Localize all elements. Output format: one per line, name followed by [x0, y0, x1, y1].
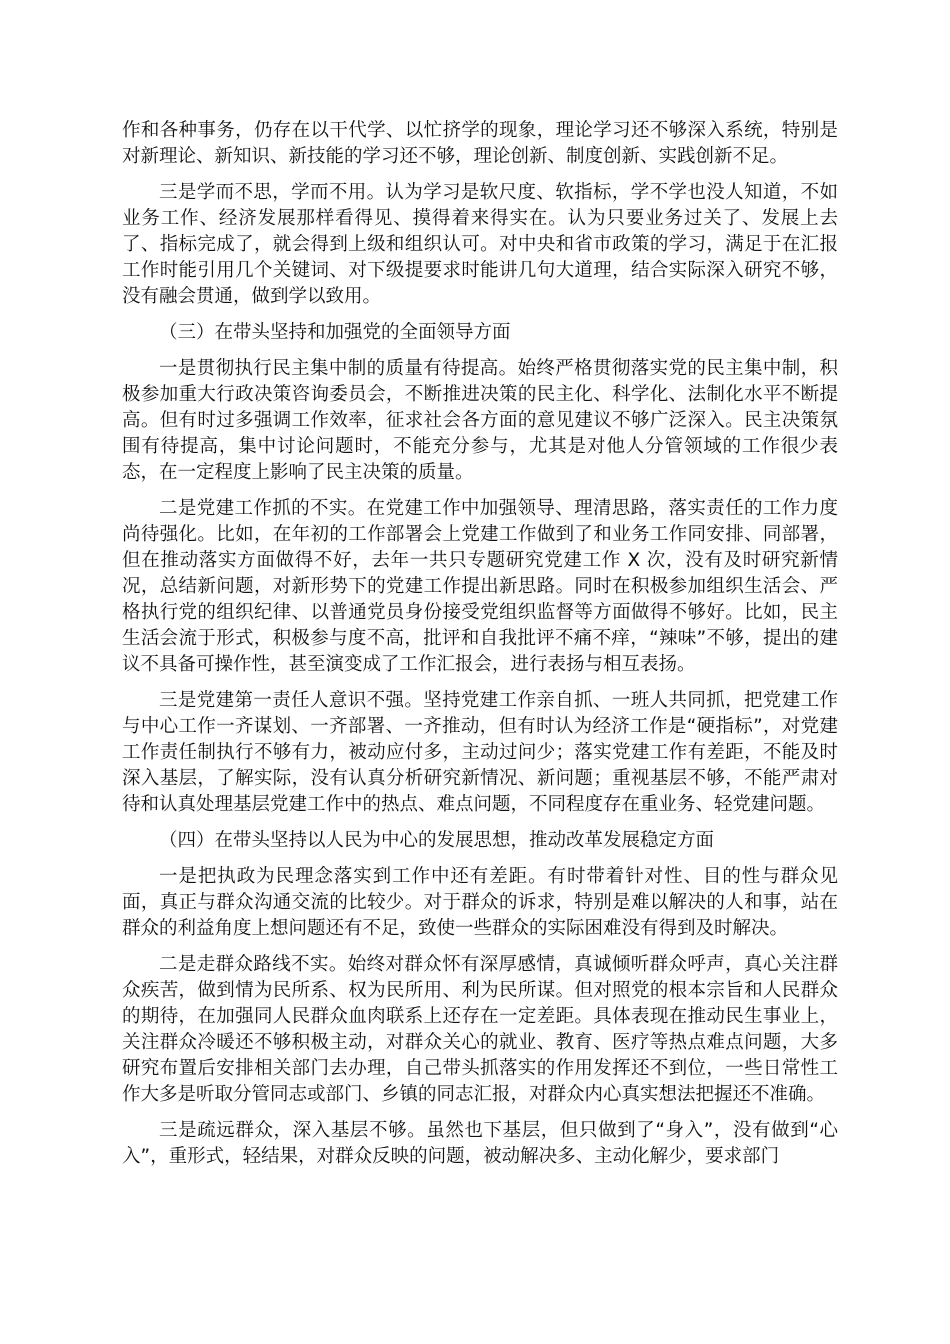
paragraph: 二是党建工作抓的不实。在党建工作中加强领导、理清思路，落实责任的工作力度尚待强化。比如，在年初的工作部署会上党建工作做到了和业务工作同安排、同部署，但在推动落实方面做得不好，去年一共只专题研究党建工作 X 次，没有及时研究新情况，总结新问题，对新形势下的党建工作提出新思路。同时在积极参加组织生活会、严格执行党的组织纪律、以普通党员身份接受党组织监督等方面做得不够好。比如，民主生活会流于形式，积极参与度不高，批评和自我批评不痛不痒，“辣味”不够，提出的建议不具备可操作性，甚至演变成了工作汇报会，进行表扬与相互表扬。 [122, 498, 838, 675]
document-page [122, 118, 838, 1180]
paragraph: 三是学而不思，学而不用。认为学习是软尺度、软指标，学不学也没人知道，不如业务工作、经济发展那样看得见、摸得着来得实在。认为只要业务过关了、发展上去了、指标完成了，就会得到上级和组织认可。对中央和省市政策的学习，满足于在汇报工作时能引用几个关键词、对下级提要求时能讲几句大道理，结合实际深入研究不够，没有融会贯通，做到学以致用。 [122, 182, 838, 307]
paragraph: 三是党建第一责任人意识不强。坚持党建工作亲自抓、一班人共同抓，把党建工作与中心工作一齐谋划、一齐部署、一齐推动，但有时认为经济工作是“硬指标”，对党建工作责任制执行不够有力，被动应付多，主动过问少；落实党建工作有差距，不能及时深入基层，了解实际，没有认真分析研究新情况、新问题；重视基层不够，不能严肃对待和认真处理基层党建工作中的热点、难点问题，不同程度存在重业务、轻党建问题。 [122, 690, 838, 815]
paragraph: 二是走群众路线不实。始终对群众怀有深厚感情，真诚倾听群众呼声，真心关注群众疾苦，做到情为民所系、权为民所用、利为民所谋。但对照党的根本宗旨和人民群众的期待，在加强同人民群众血肉联系上还存在一定差距。具体表现在推动民生事业上，关注群众冷暖还不够积极主动，对群众关心的就业、教育、医疗等热点难点问题，大多研究布置后安排相关部门去办理，自己带头抓落实的作用发挥还不到位，一些日常性工作大多是听取分管同志或部门、乡镇的同志汇报，对群众内心真实想法把握还不准确。 [122, 954, 838, 1105]
paragraph-continued: 作和各种事务，仍存在以干代学、以忙挤学的现象，理论学习还不够深入系统，特别是对新理论、新知识、新技能的学习还不够，理论创新、制度创新、实践创新不足。 [122, 120, 838, 167]
section-heading: （三）在带头坚持和加强党的全面领导方面 [159, 322, 511, 343]
paragraph: 一是贯彻执行民主集中制的质量有待提高。始终严格贯彻落实党的民主集中制，积极参加重大行政决策咨询委员会，不断推进决策的民主化、科学化、法制化水平不断提高。但有时过多强调工作效率，征求社会各方面的意见建议不够广泛深入。民主决策氛围有待提高，集中讨论问题时，不能充分参与，尤其是对他人分管领域的工作很少表态，在一定程度上影响了民主决策的质量。 [122, 358, 838, 483]
paragraph: 一是把执政为民理念落实到工作中还有差距。有时带着针对性、目的性与群众见面，真正与群众沟通交流的比较少。对于群众的诉求，特别是难以解决的人和事，站在群众的利益角度上想问题还有不足，致使一些群众的实际困难没有得到及时解决。 [122, 866, 838, 939]
paragraph: 三是疏远群众，深入基层不够。虽然也下基层，但只做到了“身入”，没有做到“心入”，重形式，轻结果，对群众反映的问题，被动解决多、主动化解少，要求部门 [122, 1120, 838, 1167]
section-heading: （四）在带头坚持以人民为中心的发展思想，推动改革发展稳定方面 [159, 830, 715, 851]
